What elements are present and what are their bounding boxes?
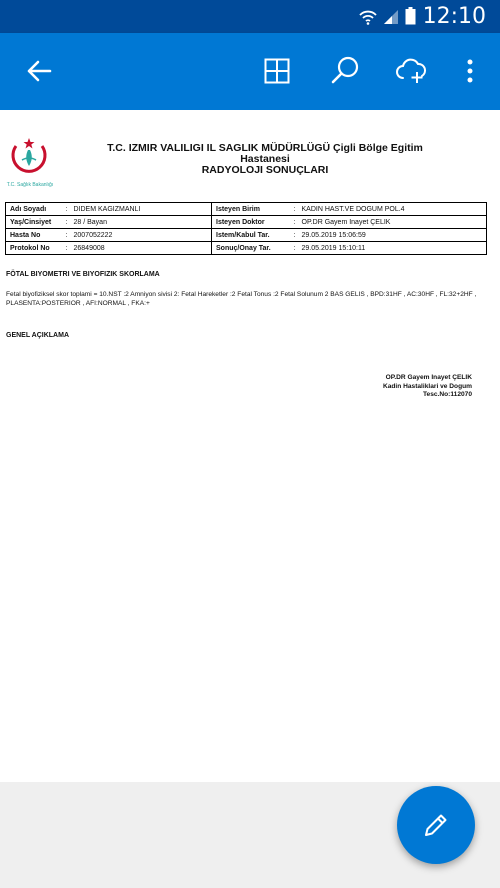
name-value: DIDEM KAGIZMANLI <box>73 205 141 213</box>
signature-registration: Tesc.No:112070 <box>423 391 472 398</box>
more-vertical-icon <box>466 58 474 84</box>
signature-department: Kadin Hastaliklari ve Dogum <box>382 382 472 390</box>
findings-line-1: Fetal biyofiziksel skor toplami = 10.NST :2 Amniyon sivisi 2: Fetal Hareketler :2 Fetal Tonus :2 Fetal Solunum 2 BAS GELIS , BPD:31HF , AC:30HF , FL:32+2HF , <box>6 291 477 298</box>
doctor-value: OP.DR Gayem Inayet ÇELIK <box>301 218 391 226</box>
request-date-label: Istem/Kabul Tar. <box>212 229 290 242</box>
table-row: Adı Soyadı : DIDEM KAGIZMANLI Isteyen Birim : KADIN HAST.VE DOGUM POL.4 <box>6 203 487 216</box>
ministry-logo <box>6 136 54 188</box>
app-toolbar <box>0 33 500 110</box>
grid-icon <box>264 58 290 84</box>
result-date-value: 29.05.2019 15:10:11 <box>301 244 366 252</box>
table-row: Protokol No : 26849008 Sonuç/Onay Tar. : 29.05.2019 15:10:11 <box>6 242 487 255</box>
page-grid-button[interactable] <box>257 51 297 91</box>
edit-fab-button[interactable] <box>397 786 475 864</box>
document-title <box>90 143 440 176</box>
cloud-upload-button[interactable] <box>392 51 432 91</box>
patient-info-table <box>5 202 487 255</box>
signature-name: OP.DR Gayem Inayet ÇELIK <box>385 374 472 381</box>
age-gender-label: Yaş/Cinsiyet <box>6 216 62 229</box>
doctor-label: Isteyen Doktor <box>212 216 290 229</box>
name-label: Adı Soyadı <box>6 203 62 216</box>
department-value: KADIN HAST.VE DOGUM POL.4 <box>301 205 405 213</box>
patient-no-label: Hasta No <box>6 229 62 242</box>
battery-icon <box>405 7 416 25</box>
request-date-value: 29.05.2019 15:06:59 <box>301 231 366 239</box>
protocol-no-label: Protokol No <box>6 242 62 255</box>
status-bar <box>0 0 500 33</box>
section-title-fetal-biometry: FÖTAL BIYOMETRI VE BIYOFIZIK SKORLAMA <box>6 271 160 278</box>
health-ministry-emblem-icon <box>6 136 54 188</box>
cloud-add-icon <box>395 58 429 84</box>
patient-no-value: 2007052222 <box>73 231 113 239</box>
result-date-label: Sonuç/Onay Tar. <box>212 242 290 255</box>
more-options-button[interactable] <box>450 51 490 91</box>
table-row: Hasta No : 2007052222 Istem/Kabul Tar. : 29.05.2019 15:06:59 <box>6 229 487 242</box>
search-icon <box>330 56 360 86</box>
title-line-2: Hastanesi <box>240 153 290 165</box>
protocol-no-value: 26849008 <box>73 244 105 252</box>
document-page <box>0 110 500 782</box>
title-line-3: RADYOLOJI SONUÇLARI <box>201 164 329 176</box>
section-title-general-notes: GENEL AÇIKLAMA <box>6 332 69 339</box>
status-time: 12:10 <box>422 4 486 29</box>
age-gender-value: 28 / Bayan <box>73 218 107 226</box>
table-row: Yaş/Cinsiyet : 28 / Bayan Isteyen Doktor : OP.DR Gayem Inayet ÇELIK <box>6 216 487 229</box>
search-button[interactable] <box>325 51 365 91</box>
signal-icon <box>383 9 399 25</box>
title-line-1: T.C. IZMIR VALILIGI IL SAGLIK MÜDÜRLÜGÜ Çigli Bölge Egitim <box>107 142 423 154</box>
findings-line-2: PLASENTA:POSTERIOR , AFI:NORMAL , FKA:+ <box>6 300 150 307</box>
wifi-icon <box>359 9 377 25</box>
status-icons <box>359 7 416 25</box>
department-label: Isteyen Birim <box>212 203 290 216</box>
doctor-signature-block <box>383 374 472 400</box>
fetal-findings-paragraph <box>6 290 486 308</box>
back-button[interactable] <box>19 51 59 91</box>
pencil-icon <box>421 810 451 840</box>
logo-caption: T.C. Sağlık Bakanlığı <box>6 182 54 188</box>
arrow-left-icon <box>26 59 52 83</box>
